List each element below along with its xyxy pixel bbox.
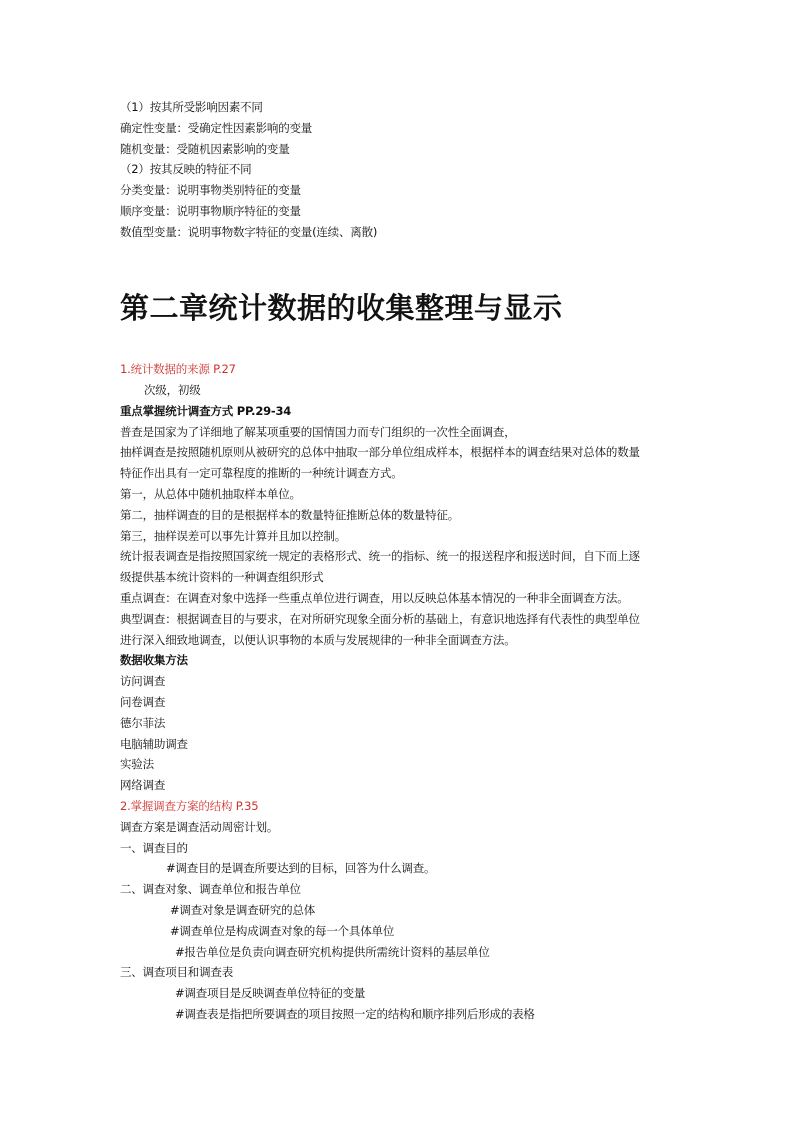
intro-line-4: （2）按其反映的特征不同	[120, 162, 252, 176]
report-survey-text-2: 级提供基本统计资料的一种调查组织形式	[120, 570, 324, 584]
plan-item-3-detail: #调查项目是反映调查单位特征的变量	[175, 986, 366, 1000]
plan-item-3: 三、调查项目和调查表	[120, 965, 233, 979]
method-item: 德尔菲法	[120, 716, 166, 730]
report-survey-text-1: 统计报表调查是指按照国家统一规定的表格形式、统一的指标、统一的报送程序和报送时间，自下而上逐	[120, 549, 640, 563]
collection-methods-heading: 数据收集方法	[120, 653, 188, 667]
plan-item-2-detail: #调查单位是构成调查对象的每一个具体单位	[170, 924, 395, 938]
plan-item-1: 一、调查目的	[120, 841, 188, 855]
typical-survey-text-2: 进行深入细致地调查，以便认识事物的本质与发展规律的一种非全面调查方法。	[120, 633, 516, 647]
sampling-text-2: 特征作出具有一定可靠程度的推断的一种统计调查方式。	[120, 466, 403, 480]
sampling-point-3: 第三，抽样误差可以事先计算并且加以控制。	[120, 529, 346, 543]
method-item: 电脑辅助调查	[120, 737, 188, 751]
method-item: 访问调查	[120, 674, 166, 688]
plan-item-2-detail: #报告单位是负责向调查研究机构提供所需统计资料的基层单位	[175, 945, 490, 959]
section-2-heading: 2.掌握调查方案的结构 P.35	[120, 799, 259, 813]
intro-line-5: 分类变量：说明事物类别特征的变量	[120, 183, 301, 197]
intro-line-3: 随机变量：受随机因素影响的变量	[120, 142, 290, 156]
source-types: 次级，初级	[144, 383, 201, 397]
sampling-point-2: 第二，抽样调查的目的是根据样本的数量特征推断总体的数量特征。	[120, 508, 459, 522]
census-text: 普查是国家为了详细地了解某项重要的国情国力而专门组织的一次性全面调查，	[120, 425, 516, 439]
survey-methods-heading: 重点掌握统计调查方式 PP.29-34	[120, 404, 292, 418]
plan-item-1-detail: #调查目的是调查所要达到的目标，回答为什么调查。	[166, 861, 436, 875]
method-item: 实验法	[120, 757, 154, 771]
intro-line-7: 数值型变量：说明事物数字特征的变量(连续、离散)	[120, 225, 378, 239]
section-1-heading: 1.统计数据的来源 P.27	[120, 362, 236, 376]
typical-survey-text-1: 典型调查：根据调查目的与要求，在对所研究现象全面分析的基础上，有意识地选择有代表性的典型单位	[120, 612, 640, 626]
plan-intro: 调查方案是调查活动周密计划。	[120, 820, 279, 834]
sampling-point-1: 第一，从总体中随机抽取样本单位。	[120, 487, 301, 501]
method-item: 网络调查	[120, 778, 166, 792]
plan-item-2: 二、调查对象、调查单位和报告单位	[120, 882, 301, 896]
intro-line-6: 顺序变量：说明事物顺序特征的变量	[120, 204, 301, 218]
chapter-title: 第二章统计数据的收集整理与显示	[120, 291, 563, 325]
intro-line-2: 确定性变量：受确定性因素影响的变量	[120, 121, 313, 135]
plan-item-2-detail: #调查对象是调查研究的总体	[170, 903, 316, 917]
sampling-text-1: 抽样调查是按照随机原则从被研究的总体中抽取一部分单位组成样本，根据样本的调查结果对总体的数量	[120, 445, 640, 459]
method-item: 问卷调查	[120, 695, 166, 709]
plan-item-3-detail: #调查表是指把所要调查的项目按照一定的结构和顺序排列后形成的表格	[175, 1007, 535, 1021]
key-survey-text: 重点调查：在调查对象中选择一些重点单位进行调查，用以反映总体基本情况的一种非全面调查方法。	[120, 591, 629, 605]
intro-line-1: （1）按其所受影响因素不同	[120, 100, 263, 114]
